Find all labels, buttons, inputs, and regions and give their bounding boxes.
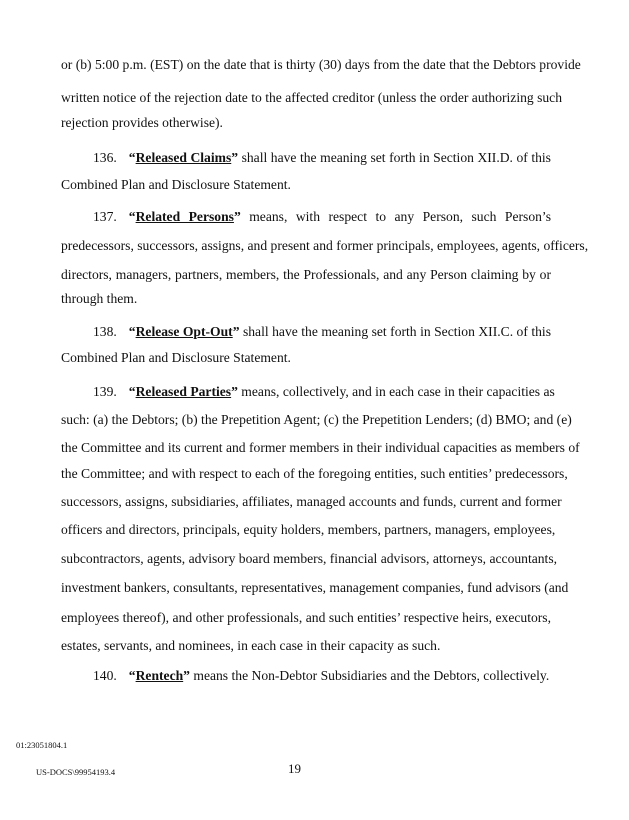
intro-line-1: or (b) 5:00 p.m. (EST) on the date that is thirty (30) days from the date that the Debtors provide (61, 57, 581, 72)
defined-term-text: Related Persons (135, 209, 234, 224)
definition-text: means, collectively, and in each case in their capacities as (237, 384, 555, 399)
definition-text: means the Non-Debtor Subsidiaries and the Debtors, collectively. (189, 668, 550, 683)
definition-139-line-9: employees thereof), and other professionals, and such entities’ respective heirs, executors, (61, 610, 551, 625)
defined-term-text: Rentech (135, 668, 184, 683)
defined-term-text: Released Parties (135, 384, 232, 399)
document-id-secondary: US-DOCS\99954193.4 (36, 767, 116, 777)
definition-137-first-line (93, 209, 551, 225)
definition-139-line-4: the Committee; and with respect to each of the foregoing entities, such entities’ predecessors, (61, 466, 568, 481)
definition-139-line-6: officers and directors, principals, equity holders, members, partners, managers, employees, (61, 522, 556, 537)
defined-term: “Release Opt-Out” (128, 324, 240, 339)
intro-line-3: rejection provides otherwise). (61, 115, 223, 130)
defined-term: “Released Claims” (128, 150, 239, 165)
definition-number: 137. (93, 209, 117, 224)
defined-term: “Rentech” (128, 668, 190, 683)
definition-139-line-5: successors, assigns, subsidiaries, affiliates, managed accounts and funds, current and former (61, 494, 562, 509)
definition-number: 138. (93, 324, 117, 339)
definition-139-first-line (93, 384, 555, 400)
page-number: 19 (288, 761, 301, 776)
intro-line-2: written notice of the rejection date to the affected creditor (unless the order authorizing such (61, 90, 563, 105)
definition-139-line-10: estates, servants, and nominees, in each case in their capacity as such. (61, 638, 441, 653)
definition-number: 136. (93, 150, 117, 165)
definition-text: shall have the meaning set forth in Section XII.D. of this (238, 150, 551, 165)
definition-number: 139. (93, 384, 117, 399)
defined-term: “Released Parties” (128, 384, 238, 399)
document-id-primary: 01:23051804.1 (16, 740, 68, 750)
definition-136-first-line (93, 150, 551, 166)
definition-139-line-3: the Committee and its current and former members in their individual capacities as members of (61, 440, 580, 455)
definition-number: 140. (93, 668, 117, 683)
definition-137-line-3: directors, managers, partners, members, the Professionals, and any Person claiming by or (61, 267, 551, 282)
definition-139-line-7: subcontractors, agents, advisory board members, financial advisors, attorneys, accountants, (61, 551, 558, 566)
definition-138-line-2: Combined Plan and Disclosure Statement. (61, 350, 291, 365)
definition-139-line-8: investment bankers, consultants, representatives, management companies, fund advisors (and (61, 580, 569, 595)
defined-term: “Related Persons” (128, 209, 241, 224)
definition-text: shall have the meaning set forth in Section XII.C. of this (239, 324, 551, 339)
defined-term-text: Released Claims (135, 150, 232, 165)
definition-text: means, with respect to any Person, such Person’s (240, 209, 551, 224)
definition-136-line-2: Combined Plan and Disclosure Statement. (61, 177, 291, 192)
definition-137-line-2: predecessors, successors, assigns, and present and former principals, employees, agents, officers, (61, 238, 589, 253)
definition-138-first-line (93, 324, 551, 340)
definition-139-line-2: such: (a) the Debtors; (b) the Prepetition Agent; (c) the Prepetition Lenders; (d) BMO; and (e) (61, 412, 572, 427)
defined-term-text: Release Opt-Out (135, 324, 233, 339)
definition-140-first-line (93, 668, 551, 684)
definition-137-line-4: through them. (61, 291, 138, 306)
